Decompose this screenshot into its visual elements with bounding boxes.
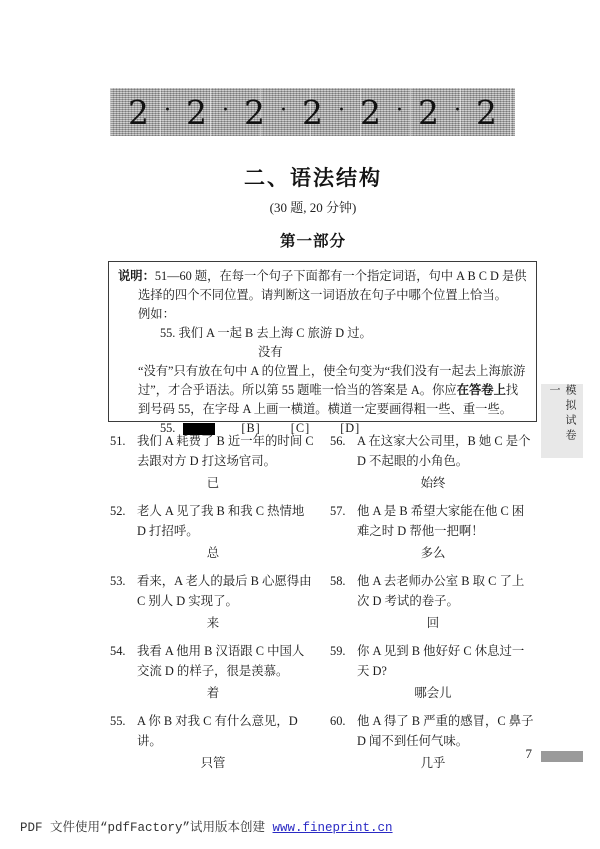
- question-number: 59.: [330, 644, 346, 658]
- question-answer-word: 已: [206, 476, 220, 490]
- question-text: 58. 他 A 去老师办公室 B 取 C 了上次 D 考试的卷子。: [330, 571, 536, 611]
- option-b: [B]: [241, 421, 261, 435]
- question-text: 53. 看来，A 老人的最后 B 心愿得由 C 别人 D 实现了。: [110, 571, 316, 611]
- band-numeral: 2: [128, 92, 149, 132]
- instructions-label: 说明：: [118, 269, 155, 283]
- band-dot: ·: [396, 97, 403, 123]
- question-number: 54.: [110, 644, 126, 658]
- band-dot: ·: [280, 97, 287, 123]
- question-number: 51.: [110, 434, 126, 448]
- band-numeral: 2: [244, 92, 265, 132]
- question-60: [330, 711, 536, 773]
- question-answer-word: 多么: [420, 546, 446, 560]
- footer-link[interactable]: www.fineprint.cn: [272, 821, 393, 835]
- band-dot: ·: [454, 97, 461, 123]
- question-text: 51. 我们 A 耗费了 B 近一年的时间 C 去跟对方 D 打这场官司。: [110, 431, 316, 471]
- question-number: 60.: [330, 714, 346, 728]
- question-number: 57.: [330, 504, 346, 518]
- question-answer-word: 来: [206, 616, 220, 630]
- question-answer-word: 着: [206, 686, 220, 700]
- question-text: 57. 他 A 是 B 希望大家能在他 C 困难之时 D 帮他一把啊！: [330, 501, 536, 541]
- band-dot: ·: [222, 97, 229, 123]
- question-number: 52.: [110, 504, 126, 518]
- question-text: 55. A 你 B 对我 C 有什么意见，D 讲。: [110, 711, 316, 751]
- example-sentence: 55. 我们 A 一起 B 去上海 C 旅游 D 过。: [160, 326, 372, 340]
- explanation-pre: “没有”只有放在句中 A 的位置上，使全句变为“我们没有一起去上海旅游过”，才合乎语法。所以第 55 题唯一恰当的答案是 A。你应: [138, 364, 526, 397]
- page-number: 7: [525, 746, 532, 761]
- explanation-paragraph: [118, 362, 527, 419]
- footer: [20, 817, 393, 835]
- question-text: 56. A 在这家大公司里，B 她 C 是个 D 不起眼的小角色。: [330, 431, 536, 471]
- question-52: [110, 501, 316, 563]
- band-dot: ·: [164, 97, 171, 123]
- question-51: [110, 431, 316, 493]
- question-answer-word: 哪会儿: [414, 686, 452, 700]
- instructions-box: [108, 261, 537, 435]
- example-label: 例如：: [138, 307, 175, 321]
- band-numeral: 2: [418, 92, 439, 132]
- band-numeral: 2: [360, 92, 381, 132]
- explanation-bold: 在答卷上: [456, 383, 506, 397]
- question-answer-word: 几乎: [420, 756, 446, 770]
- question-answer-word: 始终: [420, 476, 446, 490]
- footer-text: PDF 文件使用“pdfFactory”试用版本创建: [20, 821, 273, 835]
- question-number: 56.: [330, 434, 346, 448]
- section-subtitle: (30 题, 20 分钟): [269, 200, 357, 215]
- band-numeral: 2: [302, 92, 323, 132]
- question-answer-word: 总: [206, 546, 220, 560]
- question-56: [330, 431, 536, 493]
- question-57: [330, 501, 536, 563]
- part-title: 第一部分: [279, 233, 346, 250]
- question-53: [110, 571, 316, 633]
- question-59: [330, 641, 536, 703]
- question-number: 53.: [110, 574, 126, 588]
- header-band: [110, 88, 515, 136]
- question-text: 60. 他 A 得了 B 严重的感冒，C 鼻子 D 闻不到任何气味。: [330, 711, 536, 751]
- question-54: [110, 641, 316, 703]
- question-number: 55.: [110, 714, 126, 728]
- questions-column-left: [110, 431, 316, 781]
- question-text: 54. 我看 A 他用 B 汉语跟 C 中国人交流 D 的样子，很是羡慕。: [110, 641, 316, 681]
- question-58: [330, 571, 536, 633]
- instructions-paragraph: [118, 267, 527, 305]
- question-text: 52. 老人 A 见了我 B 和我 C 热情地 D 打招呼。: [110, 501, 316, 541]
- questions-grid: [110, 431, 540, 781]
- band-numeral: 2: [186, 92, 207, 132]
- instructions-body: 51—60 题，在每一个句子下面都有一个指定词语，句中 A B C D 是供选择的四个不同位置。请判断这一词语放在句子中哪个位置上恰当。: [138, 269, 527, 302]
- explanation-post: 找到号码 55，在字母 A 上画一横道。横道一定要画得粗一些、重一些。: [138, 383, 519, 416]
- answer-row-number: 55.: [160, 421, 176, 435]
- side-tab-label: 模拟试卷一: [548, 384, 576, 444]
- question-55: [110, 711, 316, 773]
- question-answer-word: 回: [426, 616, 440, 630]
- option-d: [D]: [340, 421, 361, 435]
- side-tab-mock-paper-1: [541, 384, 583, 458]
- example-answer-word: 没有: [258, 345, 283, 359]
- option-c: [C]: [290, 421, 311, 435]
- questions-column-right: [330, 431, 536, 781]
- section-title: 二、语法结构: [244, 167, 382, 190]
- band-numeral: 2: [476, 92, 497, 132]
- question-number: 58.: [330, 574, 346, 588]
- band-dot: ·: [338, 97, 345, 123]
- question-answer-word: 只管: [200, 756, 226, 770]
- question-text: 59. 你 A 见到 B 他好好 C 休息过一天 D?: [330, 641, 536, 681]
- page-corner-bar: [541, 751, 583, 762]
